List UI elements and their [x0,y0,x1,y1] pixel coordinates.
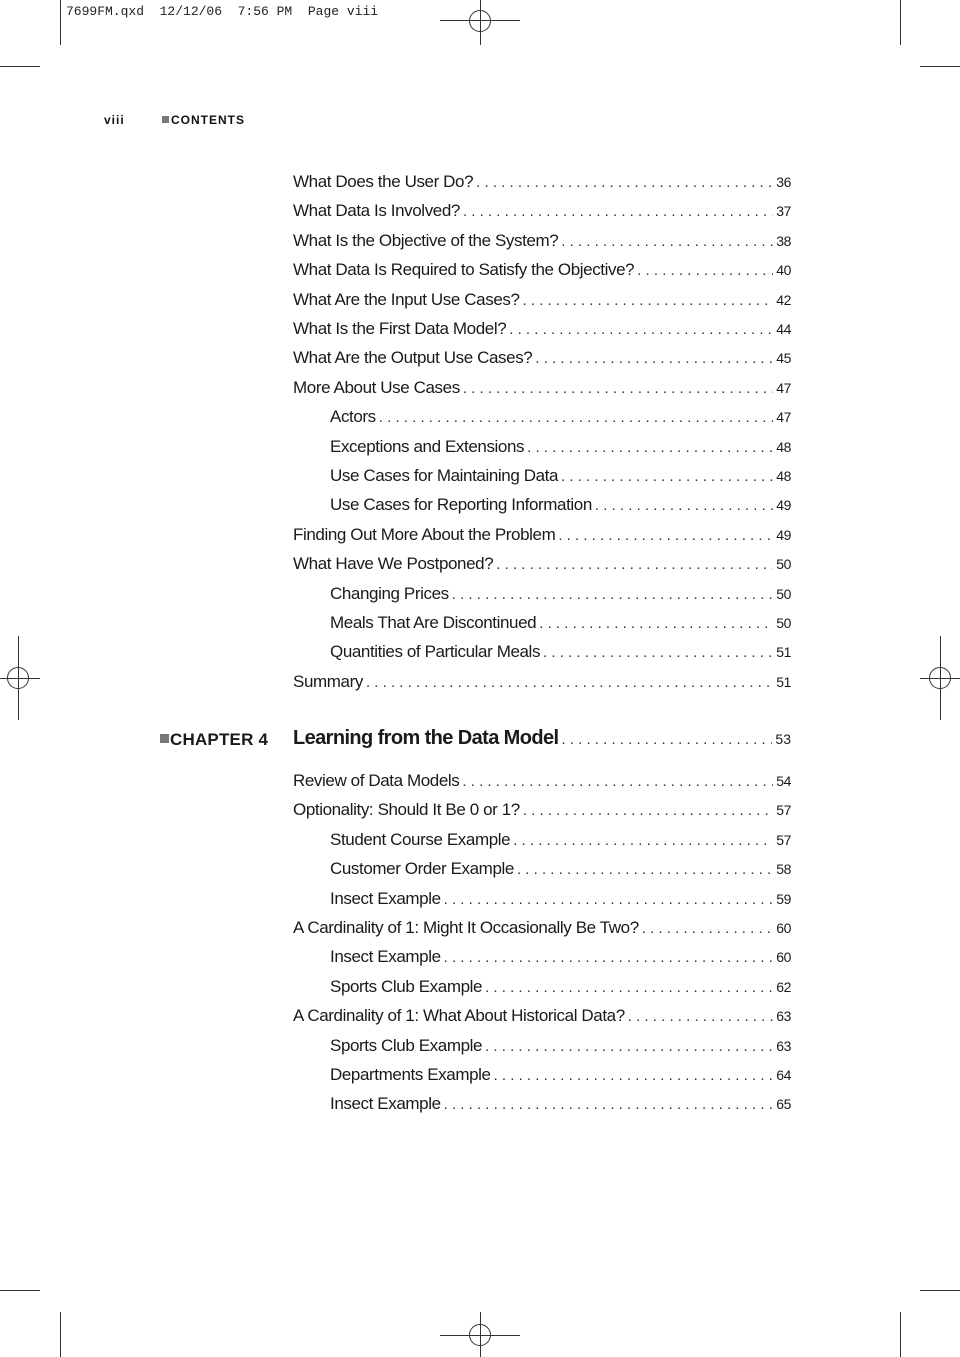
toc-entry[interactable] [330,977,791,1001]
toc-entry-page-number: 51 [776,644,791,661]
crop-mark [60,0,61,45]
page-folio: viii [104,113,125,127]
toc-entry-page-number: 57 [776,802,791,819]
dot-leader [366,674,773,691]
toc-entry-page-number: 44 [776,321,791,337]
dot-leader [485,979,773,996]
print-slug: 7699FM.qxd 12/12/06 7:56 PM Page viii [66,4,379,19]
toc-entry[interactable] [330,613,791,637]
toc-entry-title: Sports Club Example [330,976,483,996]
toc-entry-page-number: 40 [776,262,791,279]
toc-entry-title: What Is the First Data Model? [293,319,507,338]
toc-entry[interactable] [293,172,791,196]
crop-mark [60,1312,61,1357]
toc-entry[interactable] [330,1036,791,1060]
toc-entry[interactable] [330,642,791,666]
toc-entry-title: A Cardinality of 1: Might It Occasionally Be Two? [293,918,639,937]
dot-leader [444,949,774,966]
toc-entry-page-number: 49 [776,526,791,543]
dot-leader [496,556,773,573]
toc-entry[interactable] [293,378,791,402]
toc-entry-page-number: 63 [776,1008,791,1025]
dot-leader [561,468,773,485]
dot-leader [527,439,773,456]
toc-entry-page-number: 64 [776,1067,791,1083]
chapter-title: Learning from the Data Model [293,727,559,749]
toc-entry-title: Review of Data Models [293,771,460,790]
toc-entry-title: Insect Example [330,947,441,967]
toc-entry[interactable] [293,525,791,549]
toc-entry-page-number: 51 [776,673,791,690]
toc-entry-title: Use Cases for Reporting Information [330,495,592,515]
registration-mark [469,10,491,32]
toc-entry-title: What Have We Postponed? [293,554,494,574]
dot-leader [561,233,773,250]
dot-leader [485,1038,773,1055]
dot-leader [379,409,773,426]
toc-entry[interactable] [293,800,791,824]
toc-entry-page-number: 48 [776,438,791,455]
toc-entry-page-number: 48 [776,468,791,484]
crop-mark [0,66,40,67]
dot-leader [558,527,773,544]
dot-leader [463,380,773,397]
dot-leader [517,861,773,878]
dot-leader [513,832,773,849]
registration-mark [469,1324,491,1346]
toc-entry-page-number: 63 [776,1037,791,1054]
toc-entry-title: Quantities of Particular Meals [330,642,541,662]
chapter-page-number: 53 [775,731,791,747]
toc-entry[interactable] [293,554,791,578]
toc-entry-title: Exceptions and Extensions [330,436,525,456]
toc-entry-title: Sports Club Example [330,1035,483,1055]
crop-mark [900,1312,901,1357]
toc-entry-page-number: 62 [776,978,791,995]
toc-entry-page-number: 59 [776,890,791,907]
toc-entry-page-number: 54 [776,773,791,789]
dot-leader [535,350,773,367]
toc-entry[interactable] [293,231,791,255]
toc-entry[interactable] [293,260,791,284]
toc-entry[interactable] [330,1065,791,1089]
dot-leader [523,802,773,819]
toc-entry-title: What Data Is Involved? [293,201,460,221]
dot-leader [444,891,774,908]
toc-entry-page-number: 49 [776,497,791,514]
toc-entry-title: Insect Example [330,888,441,908]
crop-mark [920,1290,960,1291]
registration-mark [7,667,29,689]
toc-entry-title: More About Use Cases [293,377,460,397]
toc-entry-page-number: 65 [776,1096,791,1113]
toc-entry[interactable] [330,495,791,519]
section-label: CONTENTS [162,113,245,127]
dot-leader [444,1096,774,1113]
toc-entry-page-number: 36 [776,174,791,190]
square-bullet-icon [160,734,169,743]
toc-entry[interactable] [293,290,791,314]
square-bullet-icon [162,116,169,123]
toc-entry-title: Use Cases for Maintaining Data [330,466,559,485]
toc-entry[interactable] [293,771,791,795]
dot-leader [523,292,774,309]
chapter-label: CHAPTER 4 [160,730,268,750]
toc-entry-page-number: 60 [776,920,791,936]
dot-leader [543,644,773,661]
toc-entry-page-number: 38 [776,232,791,249]
toc-entry[interactable] [330,407,791,431]
toc-entry[interactable] [293,348,791,372]
toc-entry-page-number: 50 [776,615,791,631]
toc-entry-title: What Is the Objective of the System? [293,230,559,250]
toc-entry-page-number: 47 [776,379,791,396]
toc-entry-title: Finding Out More About the Problem [293,524,556,544]
chapter-entry[interactable] [293,727,791,755]
toc-entry[interactable] [293,918,791,942]
toc-entry-title: A Cardinality of 1: What About Historical Data? [293,1006,625,1026]
toc-entry[interactable] [330,947,791,971]
toc-entry-title: What Are the Input Use Cases? [293,289,520,309]
toc-entry[interactable] [330,437,791,461]
toc-entry-title: Insect Example [330,1094,441,1114]
dot-leader [539,615,773,632]
toc-entry-page-number: 42 [776,291,791,308]
dot-leader [637,262,773,279]
toc-entry-page-number: 60 [776,949,791,966]
registration-mark [929,667,951,689]
toc-entry[interactable] [293,1006,791,1030]
toc-entry-page-number: 58 [776,861,791,878]
dot-leader [509,321,773,338]
toc-entry-page-number: 45 [776,350,791,367]
crop-mark [0,1290,40,1291]
toc-entry-title: Departments Example [330,1065,491,1084]
toc-entry-title: What Does the User Do? [293,172,474,191]
toc-entry[interactable] [293,201,791,225]
toc-entry-page-number: 57 [776,831,791,848]
toc-entry[interactable] [330,889,791,913]
toc-entry-title: Summary [293,671,363,691]
toc-entry-title: Optionality: Should It Be 0 or 1? [293,800,520,820]
toc-entry[interactable] [330,1094,791,1118]
toc-entry-page-number: 47 [776,409,791,426]
toc-entry-title: Customer Order Example [330,859,514,879]
toc-entry-title: What Data Is Required to Satisfy the Objective? [293,260,635,280]
toc-entry[interactable] [330,859,791,883]
dot-leader [494,1067,774,1084]
toc-entry-page-number: 50 [776,585,791,602]
dot-leader [628,1008,773,1025]
toc-entry-page-number: 50 [776,556,791,573]
toc-entry-title: What Are the Output Use Cases? [293,348,533,368]
toc-entry[interactable] [330,466,791,490]
toc-entry[interactable] [330,584,791,608]
dot-leader [595,497,773,514]
toc-entry[interactable] [293,319,791,343]
toc-entry[interactable] [293,672,791,696]
dot-leader [463,203,773,220]
toc-entry[interactable] [330,830,791,854]
dot-leader [462,773,773,790]
dot-leader [642,920,773,937]
crop-mark [900,0,901,45]
toc-entry-title: Meals That Are Discontinued [330,613,537,632]
crop-mark [920,66,960,67]
toc-entry-title: Actors [330,407,376,427]
toc-entry-page-number: 37 [776,203,791,220]
dot-leader [561,731,772,748]
dot-leader [452,586,773,603]
toc-entry-title: Changing Prices [330,583,449,603]
toc-entry-title: Student Course Example [330,829,511,849]
dot-leader [476,174,773,191]
